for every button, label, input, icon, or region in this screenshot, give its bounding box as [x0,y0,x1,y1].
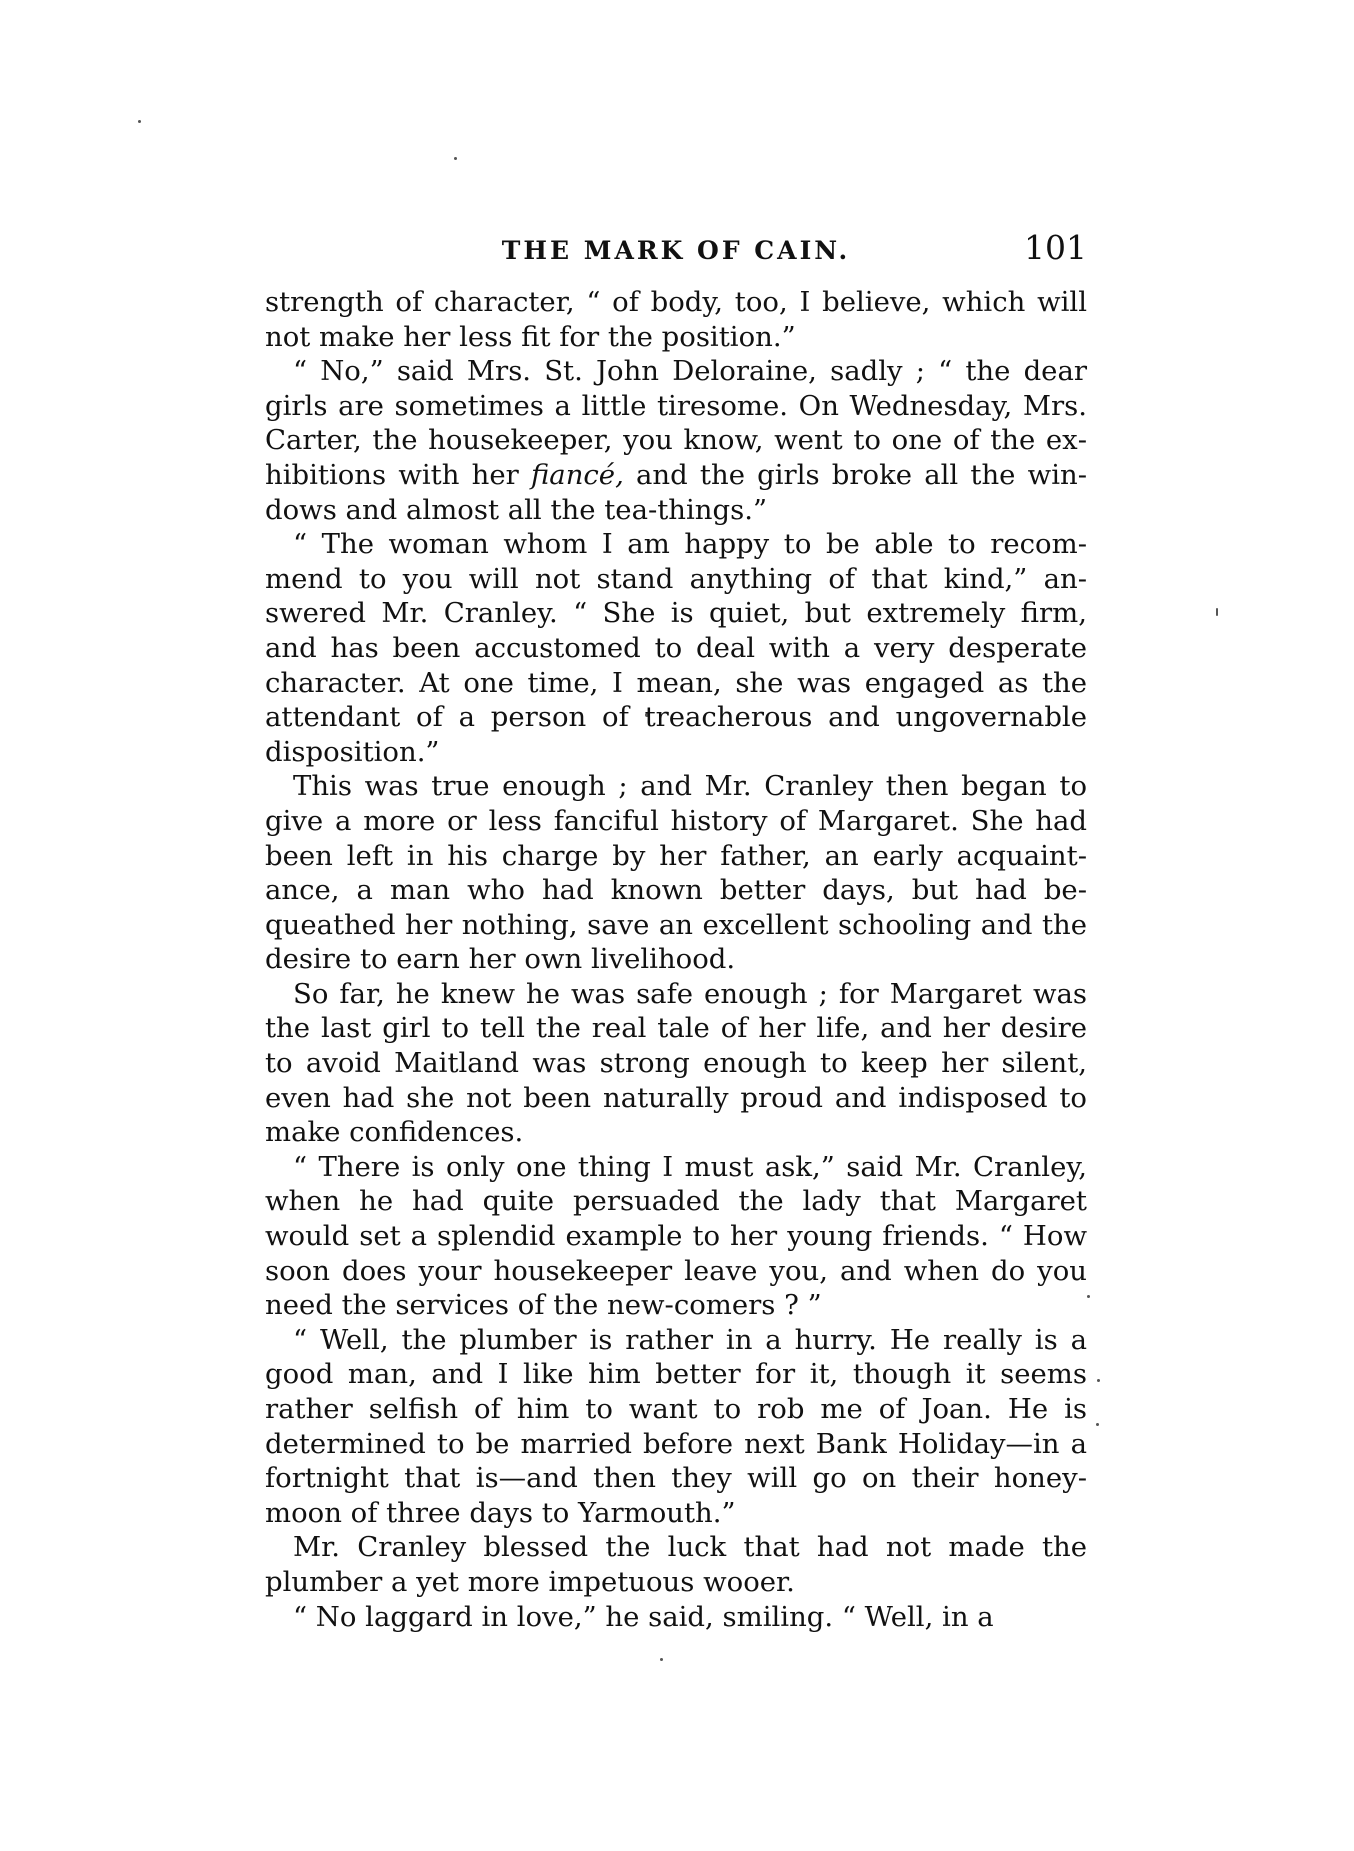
paragraph-2 [265,354,1087,527]
paragraph-text: “ The woman whom I am happy to be able to recommend to you will not stand anything of that kind,” answered Mr. Cranley. “ She is quiet, but extremely firm, and has been accustomed to deal with a very desperate character. At one time, I mean, she was engaged as the attendant of a person of treacherous and ungovernable disposition.” [265,528,1087,768]
scan-speck [454,157,457,160]
paragraph-5 [265,977,1087,1150]
paragraph-6 [265,1150,1087,1323]
paragraph-text: “ Well, the plumber is rather in a hurry. He really is a good man, and I like him better for it, though it seems rather selfish of him to want to rob me of Joan. He is determined to be married before next Bank Holiday—in a fortnight that is—and then they will go on their honeymoon of three days to Yarmouth.” [265,1323,1087,1529]
paragraph-4 [265,769,1087,977]
paragraph-text: So far, he knew he was safe enough ; for Margaret was the last girl to tell the real tale of her life, and her desire to avoid Maitland was strong enough to keep her silent, even had she not been naturally proud and indisposed to make confidences. [265,977,1087,1149]
running-title: THE MARK OF CAIN. [501,236,851,265]
paragraph-7 [265,1323,1087,1531]
italic-word: fiancé, [530,458,624,491]
scan-speck [138,120,141,123]
paragraph-text: “ No,” said Mrs. St. John Deloraine, sadly ; “ the dear girls are sometimes a little tiresome. On Wednesday, Mrs. Carter, the housekeeper, you know, went to one of the exhibitions with her [265,355,1087,491]
paragraph-text: and the girls broke all the windows and almost all the tea-things.” [265,458,1087,526]
body-text [265,285,1087,1634]
paragraph-text: This was true enough ; and Mr. Cranley then began to give a more or less fanciful history of Margaret. She had been left in his charge by her father, an early acquaintance, a man who had known better days, but had bequeathed her nothing, save an excellent schooling and the desire to earn her own livelihood. [265,770,1087,976]
running-header [265,228,1087,268]
page-number: 101 [1024,228,1087,267]
scan-speck [1087,1295,1090,1298]
scan-speck [660,1658,663,1661]
scan-speck [1097,1379,1100,1382]
paragraph-text: “ There is only one thing I must ask,” said Mr. Cranley, when he had quite persuaded the lady that Margaret would set a splendid example to her young friends. “ How soon does your housekeeper leave you, and when do you need the services of the new-comers ? ” [265,1150,1087,1322]
paragraph-1 [265,285,1087,354]
scan-speck [1096,1423,1099,1426]
paragraph-text: Mr. Cranley blessed the luck that had not made the plumber a yet more impetuous wooer. [265,1531,1087,1598]
paragraph-8 [265,1530,1087,1599]
paragraph-9 [265,1600,1087,1635]
paragraph-3 [265,527,1087,769]
scan-speck [1216,608,1218,616]
paragraph-text: strength of character, “ of body, too, I believe, which will not make her less fit for the position.” [265,286,1087,353]
paragraph-text: “ No laggard in love,” he said, smiling. “ Well, in a [293,1600,994,1633]
